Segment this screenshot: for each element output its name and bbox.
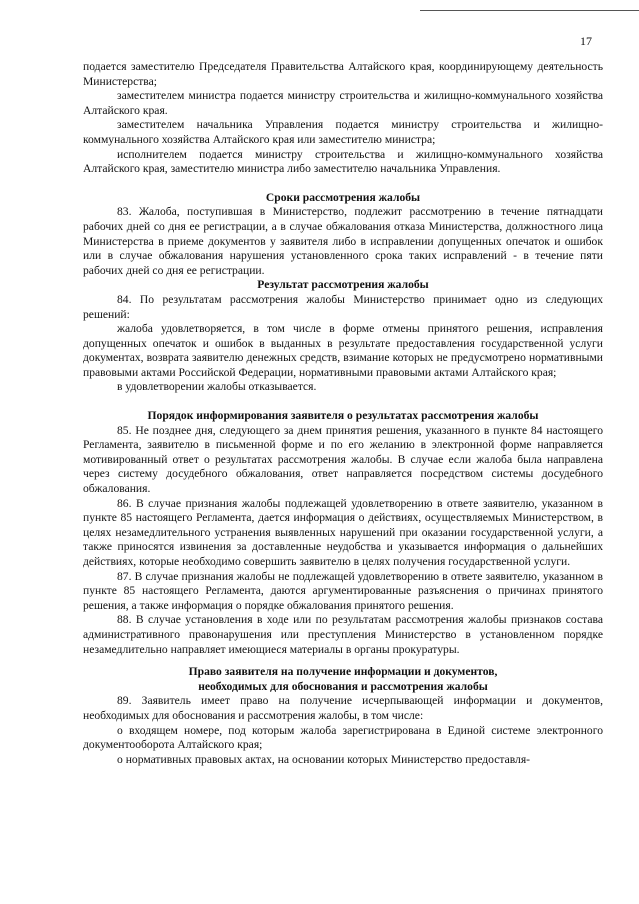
top-rule — [420, 10, 639, 11]
paragraph-89: 89. Заявитель имеет право на получение исчерпывающей информации и документов, необходимых для обоснования и рассмотрения жалобы, в том числе: — [83, 694, 603, 722]
section-heading-line2: необходимых для обоснования и рассмотрения жалобы — [198, 679, 488, 693]
section-heading: Право заявителя на получение информации и документов, — [188, 665, 498, 679]
paragraph: исполнителем подается министру строительства и жилищно-коммунального хозяйства Алтайского края, заместителю министра либо заместителю начальника Управления. — [83, 147, 603, 176]
document-body — [83, 60, 603, 767]
paragraph: жалоба удовлетворяется, в том числе в форме отмены принятого решения, исправления допущенных опечаток и ошибок в выданных в результате предоставления государственной услуги документах, возврата заявителю денежных средств, взимание которых не предусмотрено нормативными правовыми актами Российской Федерации, нормативными правовыми актами Алтайского края; — [83, 322, 603, 379]
paragraph: о нормативных правовых актах, на основании которых Министерство предоставля- — [117, 752, 531, 766]
paragraph-85: 85. Не позднее дня, следующего за днем принятия решения, указанного в пункте 84 настоящего Регламента, заявителю в письменной форме и по его желанию в электронной форме направляется мотивированный ответ о результатах рассмотрения жалобы. В случае если жалоба была направлена через систему досудебного обжалования, ответ направляется посредством системы досудебного обжалования. — [83, 423, 603, 496]
paragraph-86: 86. В случае признания жалобы подлежащей удовлетворению в ответе заявителю, указанном в пункте 85 настоящего Регламента, дается информация о действиях, осуществляемых Министерством, в целях незамедлительного устранения выявленных нарушений при оказании государственной услуги, а также приносятся извинения за доставленные неудобства и указывается информация о дальнейших действиях, которые необходимо совершить заявителю в целях получения государственной услуги. — [83, 496, 603, 568]
paragraph-83: 83. Жалоба, поступившая в Министерство, подлежит рассмотрению в течение пятнадцати рабочих дней со дня ее регистрации, а в случае обжалования отказа Министерства, должностного лица Министерства в приеме документов у заявителя либо в исправлении допущенных опечаток и ошибок или в случае обжалования нарушения установленного срока таких исправлений - в течение пяти рабочих дней со дня ее регистрации. — [83, 205, 603, 277]
paragraph-87: 87. В случае признания жалобы не подлежащей удовлетворению в ответе заявителю, указанном в пункте 85 настоящего Регламента, даются аргументированные разъяснения о причинах принятого решения, а также информация о порядке обжалования принятого решения. — [83, 569, 603, 612]
section-heading: Результат рассмотрения жалобы — [257, 278, 429, 292]
paragraph: о входящем номере, под которым жалоба зарегистрирована в Единой системе электронного документооборота Алтайского края; — [83, 723, 603, 752]
section-heading: Порядок информирования заявителя о результатах рассмотрения жалобы — [147, 409, 539, 423]
paragraph: заместителем министра подается министру строительства и жилищно-коммунального хозяйства Алтайского края. — [83, 89, 603, 117]
paragraph-84: 84. По результатам рассмотрения жалобы Министерство принимает одно из следующих решений: — [83, 292, 603, 321]
paragraph-88: 88. В случае установления в ходе или по результатам рассмотрения жалобы признаков состава административного правонарушения или преступления Министерство в установленном порядке незамедлительно направляет имеющиеся материалы в органы прокуратуры. — [83, 613, 603, 656]
page-number: 17 — [580, 34, 592, 48]
section-heading: Сроки рассмотрения жалобы — [265, 190, 421, 204]
paragraph: в удовлетворении жалобы отказывается. — [117, 380, 317, 394]
paragraph: подается заместителю Председателя Правительства Алтайского края, координирующему деятельность Министерства; — [83, 60, 603, 88]
paragraph: заместителем начальника Управления подается министру строительства и жилищно-коммунального хозяйства Алтайского края или заместителю министра; — [83, 118, 603, 146]
